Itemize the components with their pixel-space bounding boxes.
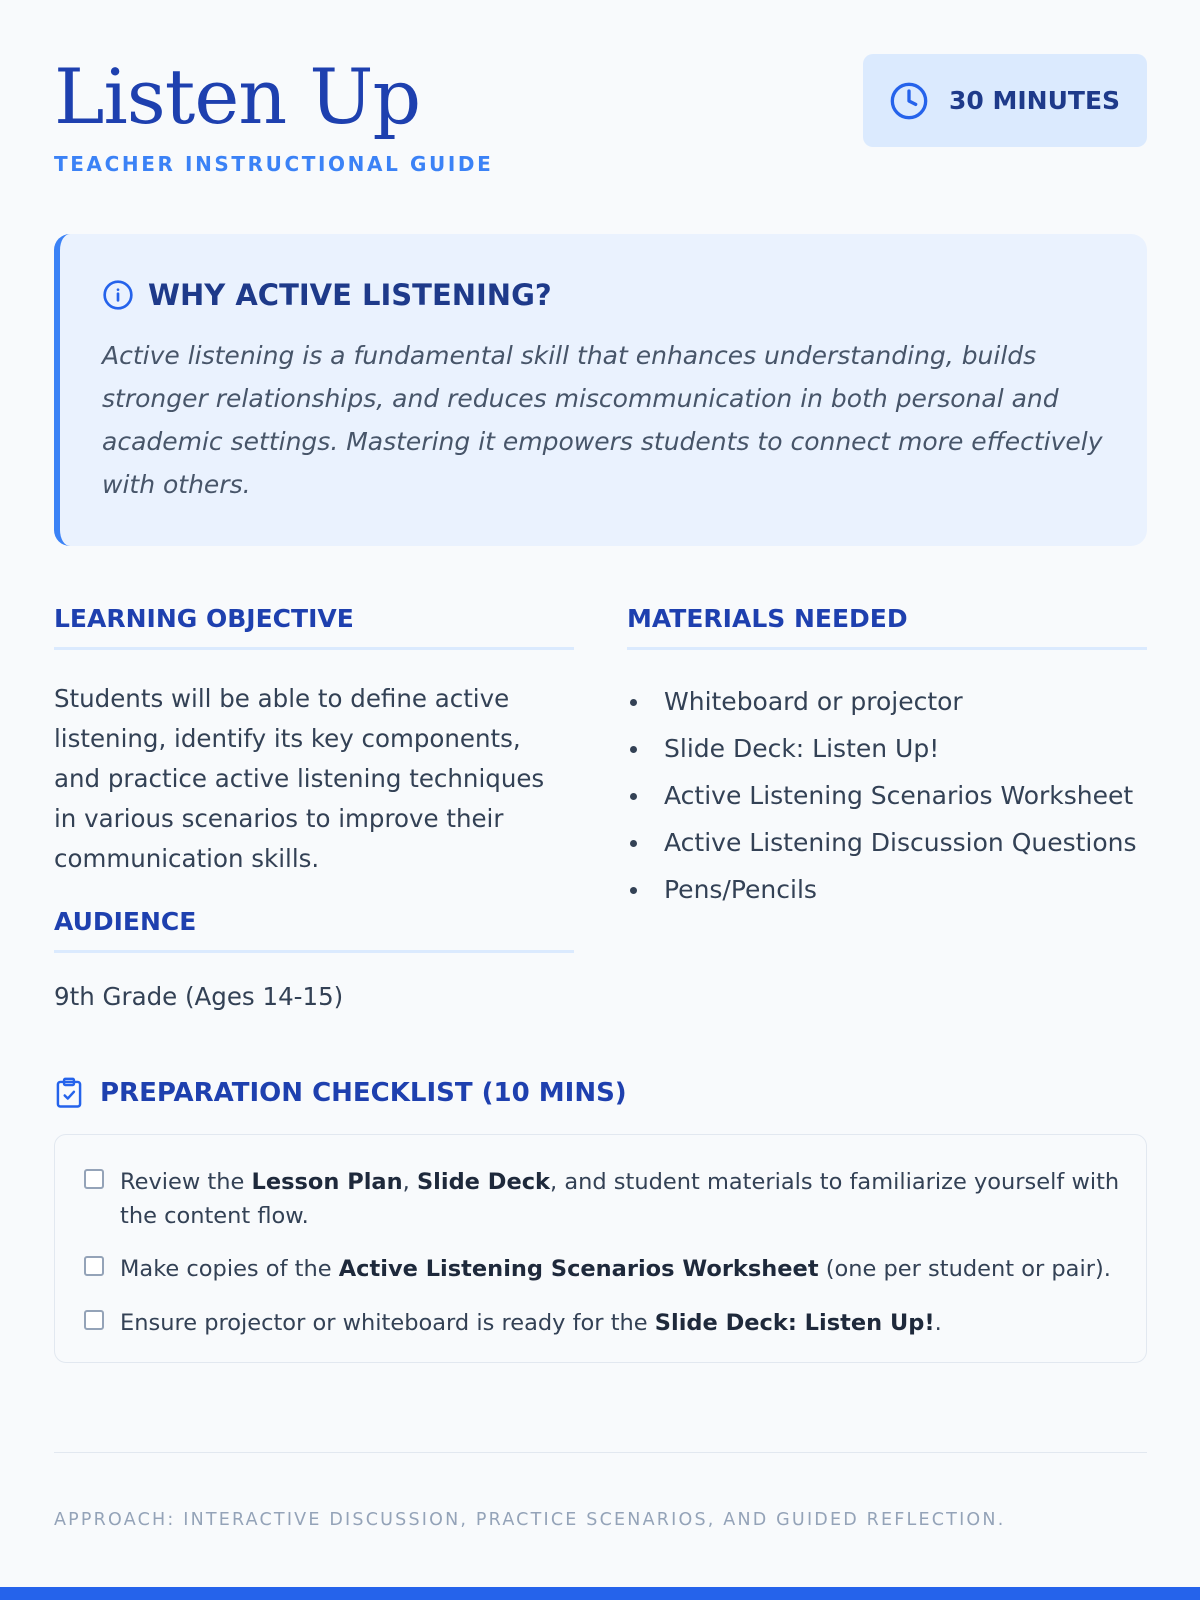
- checklist-item: [84, 1252, 1124, 1286]
- objective-heading: LEARNING OBJECTIVE: [54, 604, 354, 633]
- why-callout: [54, 234, 1147, 546]
- audience-divider: [54, 950, 574, 953]
- checklist-item-text: Ensure projector or whiteboard is ready for the Slide Deck: Listen Up!.: [120, 1310, 942, 1336]
- preparation-header: [54, 1077, 627, 1109]
- materials-list: [627, 678, 1137, 913]
- page-title: Listen Up: [54, 52, 421, 141]
- objective-text: Students will be able to define active listening, identify its key components, and practice active listening techniques in various scenarios to improve their communication skills.: [54, 684, 545, 873]
- audience-text: 9th Grade (Ages 14-15): [54, 982, 344, 1011]
- footer-text: APPROACH: INTERACTIVE DISCUSSION, PRACTICE SCENARIOS, AND GUIDED REFLECTION.: [54, 1510, 1006, 1530]
- list-item: Whiteboard or projector: [627, 678, 1137, 725]
- preparation-checklist: [54, 1134, 1147, 1363]
- clipboard-check-icon: [54, 1077, 84, 1109]
- checkbox[interactable]: [84, 1169, 104, 1189]
- materials-divider: [627, 647, 1147, 650]
- duration-label: 30 MINUTES: [949, 86, 1121, 115]
- duration-badge: [863, 54, 1147, 147]
- audience-heading: AUDIENCE: [54, 907, 197, 936]
- checkbox[interactable]: [84, 1256, 104, 1276]
- list-item: Slide Deck: Listen Up!: [627, 725, 1137, 772]
- why-title: WHY ACTIVE LISTENING?: [148, 278, 552, 312]
- checklist-item-text: Review the Lesson Plan, Slide Deck, and student materials to familiarize yourself with the content flow.: [120, 1169, 1120, 1229]
- bottom-accent-bar: [0, 1587, 1200, 1600]
- list-item: Active Listening Scenarios Worksheet: [627, 772, 1137, 819]
- objective-divider: [54, 647, 574, 650]
- guide-page: [54, 0, 1147, 1600]
- why-header: [102, 278, 1111, 312]
- info-icon: [102, 279, 134, 311]
- list-item: Active Listening Discussion Questions: [627, 819, 1137, 866]
- page-subtitle: TEACHER INSTRUCTIONAL GUIDE: [54, 152, 494, 176]
- checklist-item: [84, 1165, 1124, 1233]
- checklist-item-text: Make copies of the Active Listening Scenarios Worksheet (one per student or pair).: [120, 1256, 1111, 1282]
- preparation-title: PREPARATION CHECKLIST (10 MINS): [100, 1078, 627, 1108]
- why-text: Active listening is a fundamental skill that enhances understanding, builds stronger relationships, and reduces miscommunication in both personal and academic settings. Mastering it empowers students to connect more effectively with others.: [102, 341, 1103, 499]
- list-item: Pens/Pencils: [627, 866, 1137, 913]
- checkbox[interactable]: [84, 1310, 104, 1330]
- clock-icon: [889, 81, 929, 121]
- materials-heading: MATERIALS NEEDED: [627, 604, 908, 633]
- footer-divider: [54, 1452, 1147, 1453]
- checklist-item: [84, 1306, 1124, 1340]
